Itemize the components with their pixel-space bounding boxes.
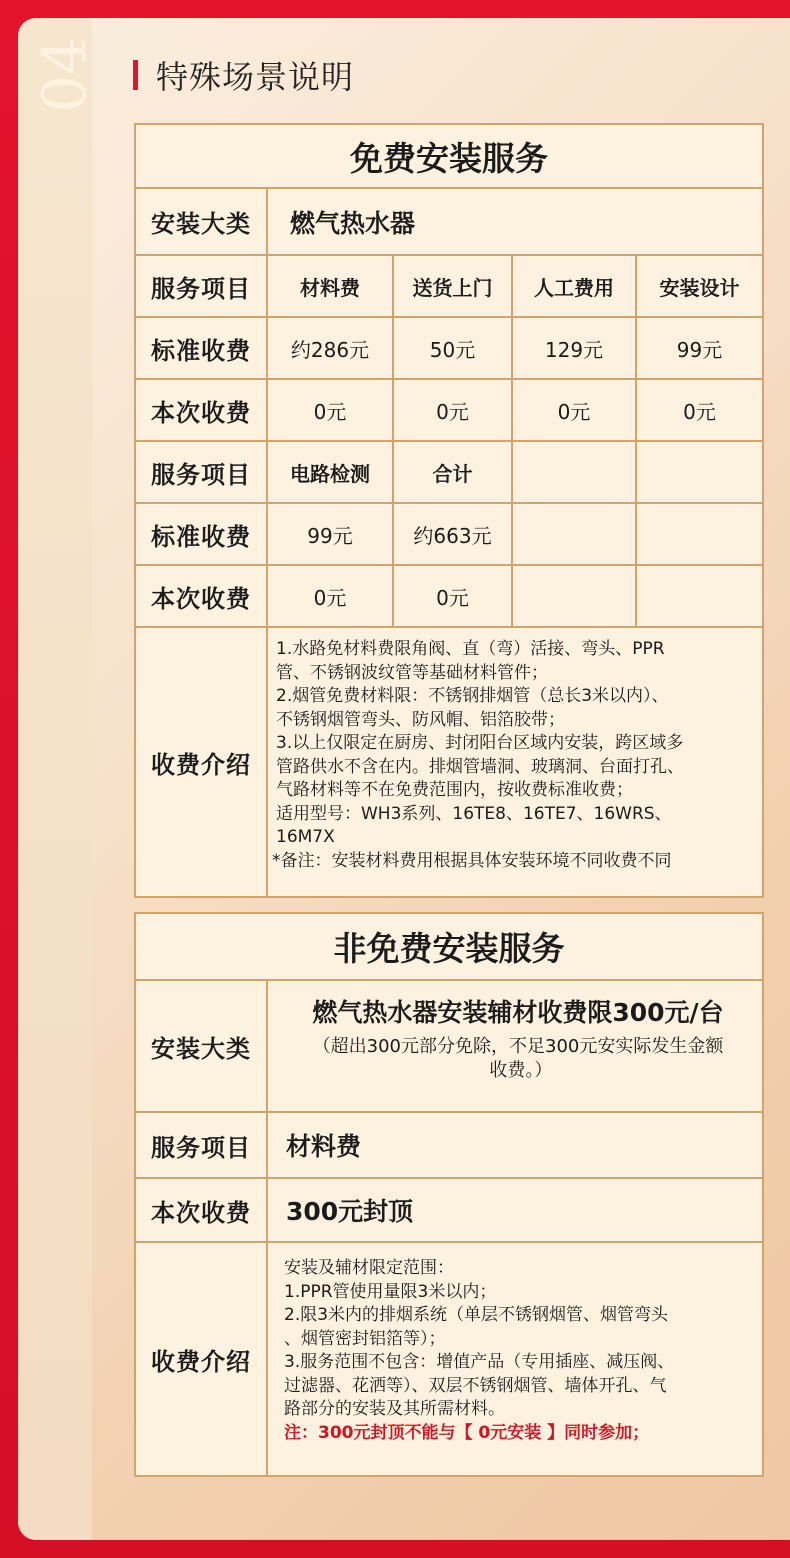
- heading-accent-bar: [133, 60, 138, 90]
- intro-line: 2.烟管免费材料限：不锈钢排烟管（总长3米以内）、: [276, 686, 669, 706]
- page-heading: 特殊场景说明: [156, 58, 355, 96]
- service-item: 合计: [393, 441, 512, 503]
- current-fee: 0元: [267, 379, 393, 441]
- row-label-service: 服务项目: [135, 1112, 267, 1178]
- standard-fee: 99元: [636, 317, 763, 379]
- intro-line: 1.水路免材料费限角阀、直（弯）活接、弯头、PPR: [276, 639, 665, 659]
- row-label-current: 本次收费: [135, 565, 267, 627]
- intro-line: 过滤器、花洒等）、双层不锈钢烟管、墙体开孔、气: [284, 1375, 667, 1396]
- row-label-category: 安装大类: [135, 188, 267, 255]
- standard-fee: 约663元: [393, 503, 512, 565]
- free-service-table: [134, 123, 764, 898]
- intro-line: 管、不锈钢波纹管等基础材料管件；: [276, 662, 548, 683]
- empty-cell: [636, 503, 763, 565]
- row-label-category: 安装大类: [135, 980, 267, 1112]
- paid-service-title: 非免费安装服务: [135, 913, 763, 980]
- paid-service-table: [134, 912, 764, 1477]
- paid-category-main: 燃气热水器安装辅材收费限300元/台: [312, 998, 724, 1027]
- category-value: 燃气热水器: [267, 188, 763, 255]
- row-label-service: 服务项目: [135, 255, 267, 317]
- service-item: 材料费: [267, 255, 393, 317]
- intro-line: 路部分的安装及其所需材料。: [284, 1399, 505, 1419]
- standard-fee: 99元: [267, 503, 393, 565]
- service-item: 人工费用: [512, 255, 636, 317]
- section-number: 04: [30, 36, 100, 114]
- service-item: 安装设计: [636, 255, 763, 317]
- paid-intro-text: [267, 1242, 763, 1476]
- intro-line: 气路材料等不在免费范围内，按收费标准收费；: [276, 780, 633, 800]
- empty-cell: [636, 565, 763, 627]
- intro-line: 、烟管密封铝箔等）；: [284, 1328, 446, 1349]
- current-fee: 0元: [393, 379, 512, 441]
- row-label-current: 本次收费: [135, 379, 267, 441]
- intro-line: 1.PPR管使用量限3米以内；: [284, 1281, 497, 1302]
- row-label-intro: 收费介绍: [135, 627, 267, 897]
- paid-category-cell: [267, 980, 763, 1112]
- paid-current-value: 300元封顶: [267, 1178, 763, 1242]
- intro-line: 适用型号：WH3系列、16TE8、16TE7、16WRS、: [276, 803, 672, 824]
- intro-line: 2.限3米内的排烟系统（单层不锈钢烟管、烟管弯头: [284, 1305, 669, 1325]
- current-fee: 0元: [636, 379, 763, 441]
- standard-fee: 约286元: [267, 317, 393, 379]
- current-fee: 0元: [393, 565, 512, 627]
- row-label-intro: 收费介绍: [135, 1242, 267, 1476]
- intro-line: 不锈钢烟管弯头、防风帽、铝箔胶带；: [276, 709, 565, 730]
- intro-line: 3.服务范围不包含：增值产品（专用插座、减压阀、: [284, 1352, 675, 1372]
- current-fee: 0元: [267, 565, 393, 627]
- service-item: 电路检测: [267, 441, 393, 503]
- paid-service-value: 材料费: [267, 1112, 763, 1178]
- row-label-standard: 标准收费: [135, 317, 267, 379]
- intro-line: 管路供水不含在内。排烟管墙洞、玻璃洞、台面打孔、: [276, 756, 684, 777]
- intro-line: 16M7X: [276, 827, 335, 847]
- empty-cell: [512, 503, 636, 565]
- free-service-title: 免费安装服务: [135, 124, 763, 188]
- intro-line: 3.以上仅限定在厨房、封闭阳台区域内安装，跨区域多: [276, 733, 684, 753]
- fee-intro-text: [267, 627, 763, 897]
- empty-cell: [636, 441, 763, 503]
- current-fee: 0元: [512, 379, 636, 441]
- intro-line: 安装及辅材限定范围：: [284, 1258, 454, 1278]
- row-label-service: 服务项目: [135, 441, 267, 503]
- side-strip: [18, 18, 92, 1540]
- service-item: 送货上门: [393, 255, 512, 317]
- empty-cell: [512, 441, 636, 503]
- standard-fee: 129元: [512, 317, 636, 379]
- row-label-current: 本次收费: [135, 1178, 267, 1242]
- paid-category-sub: （超出300元部分免除，不足300元安实际发生金额 收费。）: [312, 1036, 724, 1081]
- intro-warning: 注：300元封顶不能与【 0元安装 】同时参加；: [284, 1422, 650, 1443]
- empty-cell: [512, 565, 636, 627]
- standard-fee: 50元: [393, 317, 512, 379]
- row-label-standard: 标准收费: [135, 503, 267, 565]
- intro-line: *备注：安装材料费用根据具体安装环境不同收费不同: [272, 850, 672, 871]
